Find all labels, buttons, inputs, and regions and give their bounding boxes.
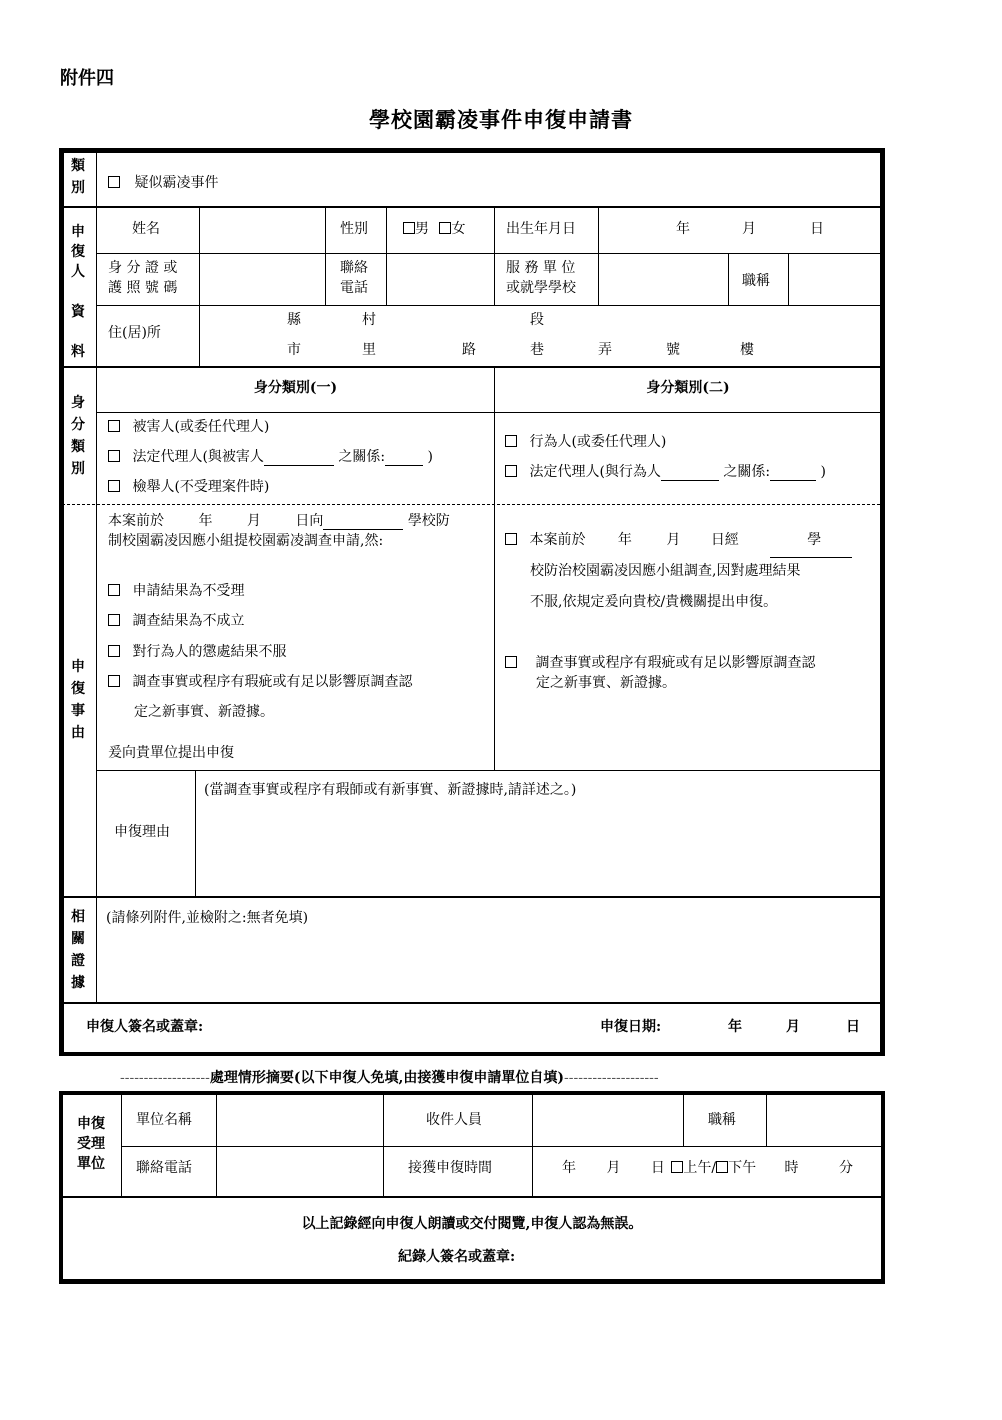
female-checkbox[interactable] (439, 222, 451, 234)
appeal-date-month: 月 (786, 1019, 800, 1035)
jobtitle-label: 職稱 (742, 273, 770, 289)
checkbox-icon[interactable] (108, 645, 120, 657)
am-checkbox[interactable] (671, 1161, 683, 1173)
identity-label: 身 分 類 別 (71, 395, 85, 477)
relationship-blank[interactable] (661, 480, 719, 481)
id-field[interactable] (200, 254, 325, 304)
identity-heading-1: 身分類別(一) (253, 380, 338, 396)
new-evidence-label: 調查事實或程序有瑕疵或有足以影響原調查認 (535, 655, 816, 671)
id-label-line2: 護 照 號 碼 (108, 280, 178, 296)
workplace-label-line2: 或就學學校 (506, 280, 576, 296)
not-established-option[interactable] (108, 610, 244, 630)
checkbox-icon[interactable] (505, 465, 517, 477)
am-label: 上午/ (683, 1160, 717, 1176)
birth-label: 出生年月日 (506, 221, 576, 237)
month-label: 月 (606, 1160, 621, 1176)
hour-label: 時 (784, 1160, 799, 1176)
address-label: 住(居)所 (108, 325, 161, 341)
relationship-field[interactable] (385, 465, 423, 466)
school-field-underline[interactable] (770, 557, 852, 558)
relationship-label: 之關係: (723, 464, 771, 480)
submit-appeal-text: 爰向貴單位提出申復 (108, 745, 234, 761)
day-label: 日 (650, 1160, 665, 1176)
phone-label (340, 258, 368, 298)
evidence-field[interactable] (98, 930, 880, 1000)
addr-road: 路 (462, 342, 476, 358)
receiver-label: 收件人員 (426, 1112, 482, 1128)
phone-label-line2: 電話 (340, 280, 368, 296)
processing-heading: 處理情形摘要(以下申復人免填,由接獲申復申請單位自填) (209, 1070, 565, 1086)
evidence-label: 相 關 證 據 (71, 909, 85, 991)
addr-floor: 樓 (740, 342, 754, 358)
not-accepted-option[interactable] (108, 580, 244, 600)
legal-rep-actor-label: 法定代理人(與行為人 (529, 464, 661, 480)
checkbox-icon[interactable] (108, 420, 120, 432)
day-label: 日經 (710, 532, 739, 548)
addr-village: 村 (362, 312, 376, 328)
birth-year: 年 (676, 221, 690, 237)
addr-alley: 弄 (598, 342, 612, 358)
addr-section: 段 (530, 312, 544, 328)
applicant-signature-label: 申復人簽名或蓋章: (86, 1019, 204, 1035)
checkbox-icon[interactable] (505, 533, 517, 545)
received-time-label: 接獲申復時間 (408, 1160, 492, 1176)
recorder-signature-field[interactable] (548, 1240, 848, 1270)
checkbox-icon[interactable] (108, 584, 120, 596)
checkbox-icon[interactable] (108, 480, 120, 492)
receiving-unit-label: 申復 受理 單位 (77, 1116, 105, 1172)
phone-label-line1: 聯絡 (340, 260, 368, 276)
applicant-label: 申 復 人 資 料 (71, 224, 85, 360)
checkbox-icon[interactable] (505, 435, 517, 447)
category-option[interactable] (108, 172, 218, 192)
year-label: 年 (617, 532, 632, 548)
birth-month: 月 (742, 221, 756, 237)
workplace-label-line1: 服 務 單 位 (506, 260, 576, 276)
legal-rep-victim-option[interactable] (108, 446, 433, 466)
victim-option[interactable] (108, 416, 269, 436)
left-intro-line1 (108, 510, 450, 530)
reason-label: 申 復 事 由 (71, 659, 85, 741)
checkbox-icon[interactable] (108, 176, 120, 188)
minute-label: 分 (838, 1160, 853, 1176)
page-title: 學校園霸凌事件申復申請書 (369, 107, 633, 132)
processing-jobtitle-label: 職稱 (708, 1112, 736, 1128)
processing-divider (120, 1067, 659, 1087)
identity-heading-2: 身分類別(二) (646, 380, 730, 396)
evidence-hint: (請條列附件,並檢附之:無者免填) (106, 910, 309, 926)
checkbox-icon[interactable] (108, 450, 120, 462)
addr-li: 里 (362, 342, 376, 358)
month-label: 月 (666, 532, 681, 548)
right-intro-line1[interactable] (505, 529, 821, 549)
new-evidence-option-left[interactable] (108, 671, 412, 691)
attachment-label: 附件四 (60, 68, 114, 89)
id-label (108, 258, 177, 298)
applicant-signature-field[interactable] (240, 1008, 580, 1046)
female-label: 女 (451, 221, 466, 237)
relationship-blank[interactable] (264, 465, 334, 466)
receiver-field[interactable] (533, 1096, 683, 1146)
workplace-label (506, 258, 576, 298)
actor-label: 行為人(或委任代理人) (529, 434, 667, 450)
birth-day: 日 (810, 221, 824, 237)
pm-checkbox[interactable] (716, 1161, 728, 1173)
right-intro-line3: 不服,依規定爰向貴校/貴機關提出申復。 (530, 594, 778, 610)
name-label: 姓名 (132, 221, 160, 237)
appeal-date-day: 日 (846, 1019, 860, 1035)
appeal-date-label: 申復日期: (600, 1019, 662, 1035)
intro-text: 本案前於 (529, 532, 586, 548)
checkbox-icon[interactable] (108, 675, 120, 687)
relationship-field[interactable] (770, 480, 816, 481)
dashes-left: ------------------- (120, 1070, 210, 1086)
addr-city: 市 (287, 342, 301, 358)
legal-rep-victim-label: 法定代理人(與被害人 (132, 449, 264, 465)
id-label-line1: 身 分 證 或 (108, 260, 178, 276)
processing-jobtitle-field[interactable] (767, 1096, 880, 1146)
grounds-label: 申復理由 (114, 824, 170, 840)
pm-label: 下午 (728, 1160, 757, 1176)
unit-name-label: 單位名稱 (136, 1112, 192, 1128)
new-evidence-label: 調查事實或程序有瑕疵或有足以影響原調查認 (132, 674, 413, 690)
close-paren: ) (427, 449, 434, 465)
victim-label: 被害人(或委任代理人) (132, 419, 270, 435)
processing-phone-field[interactable] (217, 1147, 383, 1195)
addr-lane: 巷 (530, 342, 544, 358)
intro-text: 學校防 (407, 513, 450, 529)
gender-label: 性別 (340, 221, 368, 237)
dashes-right: -------------------- (564, 1070, 659, 1086)
processing-phone-label: 聯絡電話 (136, 1160, 192, 1176)
received-time-fields (562, 1157, 853, 1177)
day-label: 日向 (295, 513, 324, 529)
male-label: 男 (415, 221, 429, 237)
reporter-option[interactable] (108, 476, 269, 496)
new-evidence-label-cont: 定之新事實、新證據。 (536, 675, 676, 691)
new-evidence-label-cont: 定之新事實、新證據。 (134, 704, 274, 720)
reporter-label: 檢舉人(不受理案件時) (132, 479, 270, 495)
checkbox-icon[interactable] (108, 614, 120, 626)
checkbox-icon[interactable] (505, 656, 517, 668)
disagree-punishment-label: 對行為人的懲處結果不服 (132, 644, 287, 660)
grounds-hint: (當調查事實或程序有瑕師或有新事實、新證據時,請詳述之。) (204, 782, 577, 798)
close-paren: ) (820, 464, 827, 480)
category-option-label: 疑似霸凌事件 (134, 175, 219, 191)
not-established-label: 調查結果為不成立 (132, 613, 245, 629)
workplace-field[interactable] (599, 254, 728, 304)
intro-text: 本案前於 (108, 513, 164, 529)
name-field[interactable] (200, 208, 325, 253)
legal-rep-actor-option[interactable] (505, 461, 826, 481)
new-evidence-option-right[interactable] (505, 652, 815, 672)
intro-text: 學 (807, 532, 822, 548)
gender-options (403, 218, 465, 238)
disagree-punishment-option[interactable] (108, 641, 286, 661)
left-intro-line2: 制校園霸凌因應小組提校園霸凌調查申請,然: (108, 533, 384, 549)
phone-field[interactable] (387, 254, 494, 304)
grounds-field[interactable] (196, 800, 880, 895)
right-intro-line2: 校防治校園霸凌因應小組調查,因對處理結果 (530, 563, 801, 579)
unit-name-field[interactable] (217, 1096, 383, 1146)
relationship-label: 之關係: (338, 449, 386, 465)
recorder-signature-label: 紀錄人簽名或蓋章: (398, 1249, 516, 1265)
category-label: 類 別 (71, 158, 85, 196)
not-accepted-label: 申請結果為不受理 (132, 583, 245, 599)
addr-no: 號 (666, 342, 680, 358)
month-label: 月 (246, 513, 261, 529)
year-label: 年 (198, 513, 213, 529)
appeal-date-year: 年 (728, 1019, 742, 1035)
addr-county: 縣 (287, 312, 301, 328)
year-label: 年 (562, 1160, 576, 1176)
male-checkbox[interactable] (403, 222, 415, 234)
actor-option[interactable] (505, 431, 666, 451)
record-statement: 以上記錄經向申復人朗讀或交付閱覽,申復人認為無誤。 (301, 1216, 643, 1232)
